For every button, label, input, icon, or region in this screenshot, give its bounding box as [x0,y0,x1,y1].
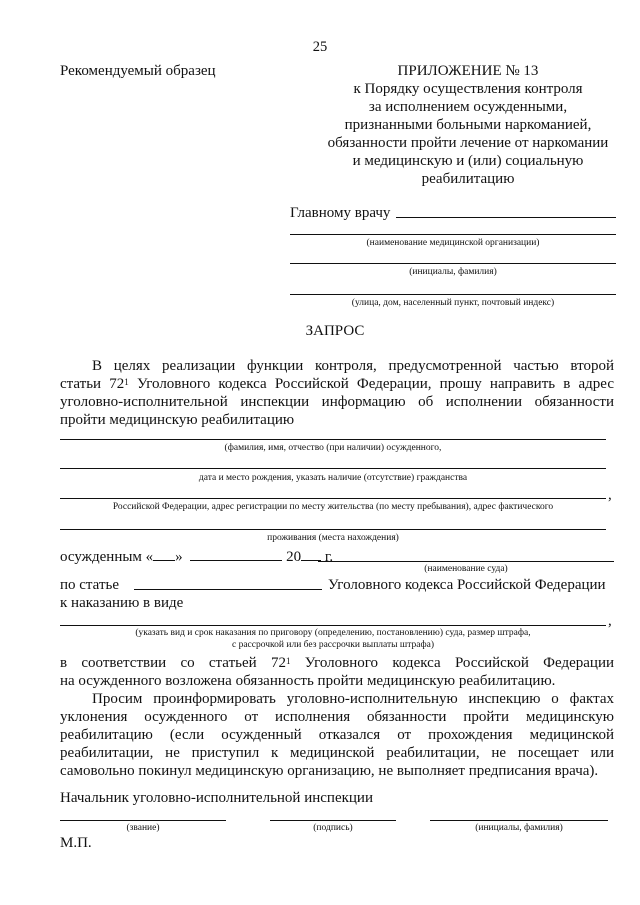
accordance-sup: 1 [285,656,291,666]
residence-field[interactable] [60,529,606,530]
hint-address: (улица, дом, населенный пункт, почтовый индекс) [351,298,555,308]
hint-initials: (инициалы, фамилия) [409,267,497,277]
intro-line-article [60,375,614,393]
hint-medical-org: (наименование медицинской организации) [366,238,540,248]
punishment-label: к наказанию в виде [60,595,184,611]
initials-field[interactable] [290,263,616,264]
appendix-line: признанными больными наркоманией, [344,117,592,133]
month-field[interactable] [190,546,282,561]
medical-org-field[interactable] [290,234,616,235]
appendix-line: реабилитацию [421,171,515,187]
appendix-title: ПРИЛОЖЕНИЕ № 13 [397,63,539,79]
accordance-a: в соответствии со статьей 72 [60,655,286,671]
hint-punishment: (указать вид и срок наказания по приговору (определению, постановлению) суда, размер штрафа, [135,628,531,638]
hint-residence: проживания (места нахождения) [267,533,399,543]
hint-rank: (звание) [126,823,160,833]
day-field[interactable] [153,546,175,561]
request-line: реабилитацию (если осужденный отказался от прохождения медицинской [60,727,614,743]
hint-court: (наименование суда) [424,564,508,574]
signature-field[interactable] [270,820,396,821]
birth-field[interactable] [60,468,606,469]
court-field[interactable] [318,561,614,562]
appendix-line: к Порядку осуществления контроля [353,81,583,97]
address-field[interactable] [290,294,616,295]
hint-birth: дата и место рождения, указать наличие (отсутствие) гражданства [198,473,468,483]
official-name-field[interactable] [430,820,608,821]
request-line: самовольно покинул медицинскую организацию, не выполняет предписания врача). [60,763,599,779]
year-suffix: г. [324,549,334,565]
article-prefix: по статье [60,577,119,593]
comma: , [608,487,612,503]
year-field[interactable] [301,546,321,561]
page-number: 25 [312,39,328,55]
hint-fio: (фамилия, имя, отчество (при наличии) осужденного, [224,443,442,453]
appendix-line: за исполнением осужденными, [368,99,568,115]
appendix-line: обязанности пройти лечение от наркомании [327,135,609,151]
registration-field[interactable] [60,498,606,499]
year-prefix: 20 [286,549,302,565]
hint-signature: (подпись) [313,823,353,833]
accordance-b: Уголовного кодекса Российской Федерации [304,655,615,671]
convicted-prefix: осужденным « [60,549,154,565]
signature-head: Начальник уголовно-исполнительной инспекции [60,790,373,806]
intro-line: В целях реализации функции контроля, предусмотренной частью второй [92,358,614,374]
accordance-line [60,654,614,672]
hint-official-name: (инициалы, фамилия) [475,823,563,833]
appendix-line: и медицинскую и (или) социальную [352,153,584,169]
stamp-label: М.П. [60,835,92,851]
intro-line: уголовно-исполнительной инспекции информацию об исполнении обязанности [60,394,614,410]
convicted-line [60,546,333,566]
intro-article-rest: Уголовного кодекса Российской Федерации, прошу направить в адрес [136,376,614,392]
request-line: Просим проинформировать уголовно-исполнительную инспекцию о фактах [92,691,614,707]
intro-article: статьи 72 [60,376,125,392]
request-line: уклонения осужденного от исполнения обязанности пройти медицинскую [60,709,614,725]
doctor-name-field[interactable] [396,217,616,218]
fio-field[interactable] [60,439,606,440]
hint-punishment-2: с рассрочкой или без рассрочки выплаты штрафа) [232,640,434,650]
intro-sup: 1 [124,377,129,387]
page-title: ЗАПРОС [305,323,365,339]
punishment-field[interactable] [60,625,606,626]
convicted-quote: » [175,549,183,565]
article-suffix: Уголовного кодекса Российской Федерации [328,577,606,593]
appendix-block [318,62,618,188]
request-line: реабилитации, не приступил к медицинской реабилитации, не посещает или [60,745,614,761]
comma: , [608,613,612,629]
article-field[interactable] [134,589,322,590]
intro-line: пройти медицинскую реабилитацию [60,412,295,428]
rank-field[interactable] [60,820,226,821]
sample-label: Рекомендуемый образец [60,63,216,79]
addressee-to: Главному врачу [290,205,391,221]
hint-registration: Российской Федерации, адрес регистрации по месту жительства (по месту пребывания), адрес фактического [112,502,554,512]
accordance-line-2: на осужденного возложена обязанность пройти медицинскую реабилитацию. [60,673,556,689]
